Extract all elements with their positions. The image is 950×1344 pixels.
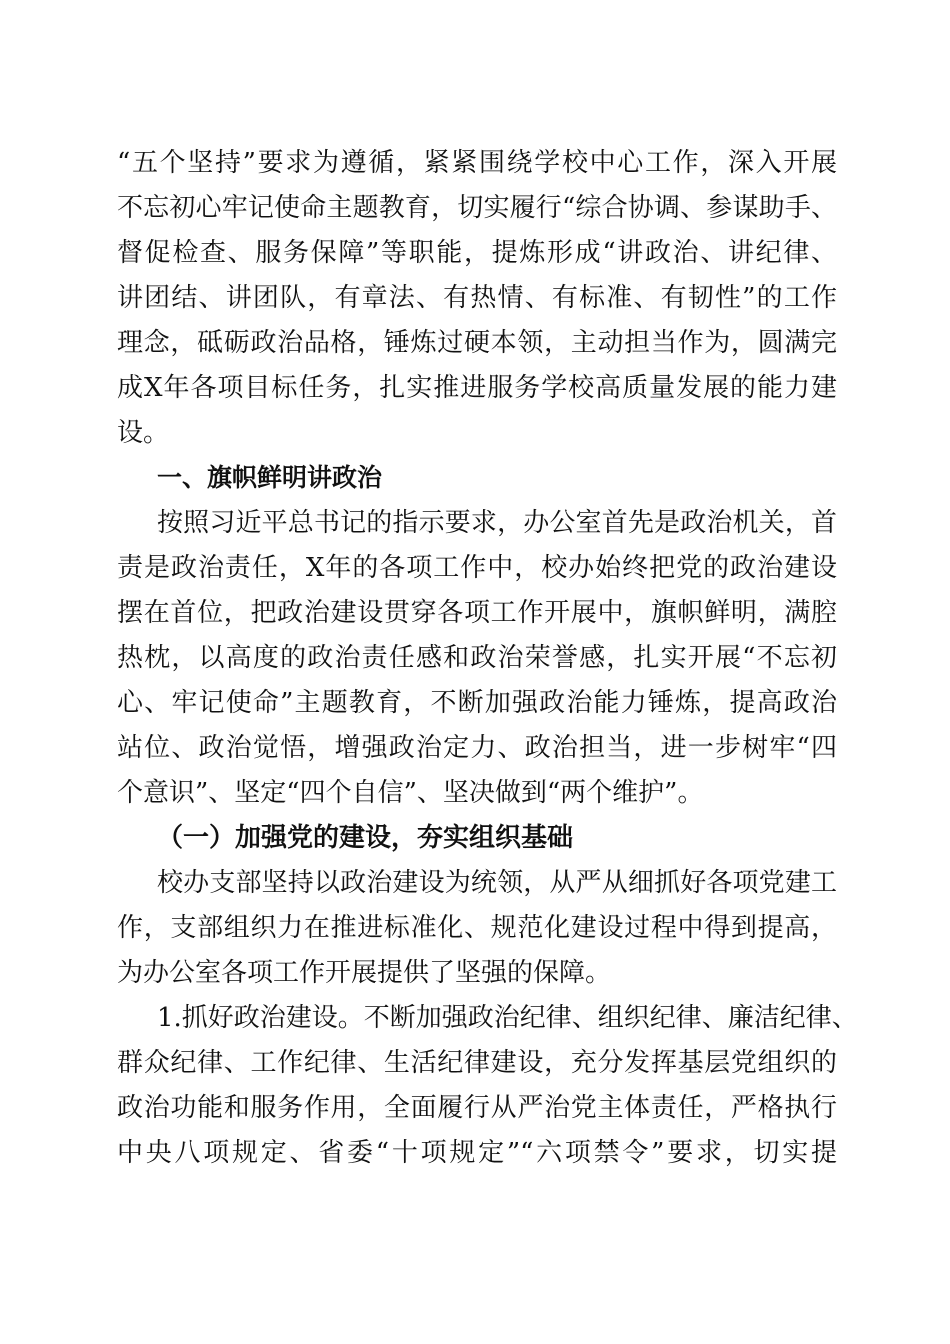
section-line-5: 心、牢记使命”主题教育，不断加强政治能力锤炼，提高政治 — [117, 688, 837, 718]
subsection-heading: （一）加强党的建设，夯实组织基础 — [157, 823, 574, 853]
intro-line-2: 不忘初心牢记使命主题教育，切实履行“综合协调、参谋助手、 — [117, 193, 837, 223]
section-line-7: 个意识”、坚定“四个自信”、坚决做到“两个维护”。 — [117, 778, 704, 808]
intro-line-1: “五个坚持”要求为遵循，紧紧围绕学校中心工作，深入开展 — [117, 148, 837, 178]
intro-line-4: 讲团结、讲团队，有章法、有热情、有标准、有韧性”的工作 — [117, 283, 837, 313]
subsection-line-3: 为办公室各项工作开展提供了坚强的保障。 — [117, 958, 612, 988]
section-line-1: 按照习近平总书记的指示要求，办公室首先是政治机关，首 — [157, 508, 837, 538]
item-line-1: 1.抓好政治建设。不断加强政治纪律、组织纪律、廉洁纪律、 — [157, 1003, 858, 1033]
item-line-2: 群众纪律、工作纪律、生活纪律建设，充分发挥基层党组织的 — [117, 1048, 837, 1078]
intro-line-3: 督促检查、服务保障”等职能，提炼形成“讲政治、讲纪律、 — [117, 238, 837, 268]
intro-line-5: 理念，砥砺政治品格，锤炼过硬本领，主动担当作为，圆满完 — [117, 328, 837, 358]
section-line-2: 责是政治责任，X年的各项工作中，校办始终把党的政治建设 — [117, 553, 837, 583]
subsection-line-2: 作，支部组织力在推进标准化、规范化建设过程中得到提高， — [117, 913, 837, 943]
section-line-4: 热枕，以高度的政治责任感和政治荣誉感，扎实开展“不忘初 — [117, 643, 837, 673]
intro-line-6: 成X年各项目标任务，扎实推进服务学校高质量发展的能力建 — [117, 373, 837, 403]
item-line-3: 政治功能和服务作用，全面履行从严治党主体责任，严格执行 — [117, 1093, 837, 1123]
intro-line-7: 设。 — [117, 418, 170, 448]
subsection-line-1: 校办支部坚持以政治建设为统领，从严从细抓好各项党建工 — [157, 868, 837, 898]
item-line-4: 中央八项规定、省委“十项规定”“六项禁令”要求，切实提 — [117, 1138, 837, 1168]
section-line-6: 站位、政治觉悟，增强政治定力、政治担当，进一步树牢“四 — [117, 733, 837, 763]
section-line-3: 摆在首位，把政治建设贯穿各项工作开展中，旗帜鲜明，满腔 — [117, 598, 837, 628]
section-heading: 一、旗帜鲜明讲政治 — [157, 463, 383, 492]
